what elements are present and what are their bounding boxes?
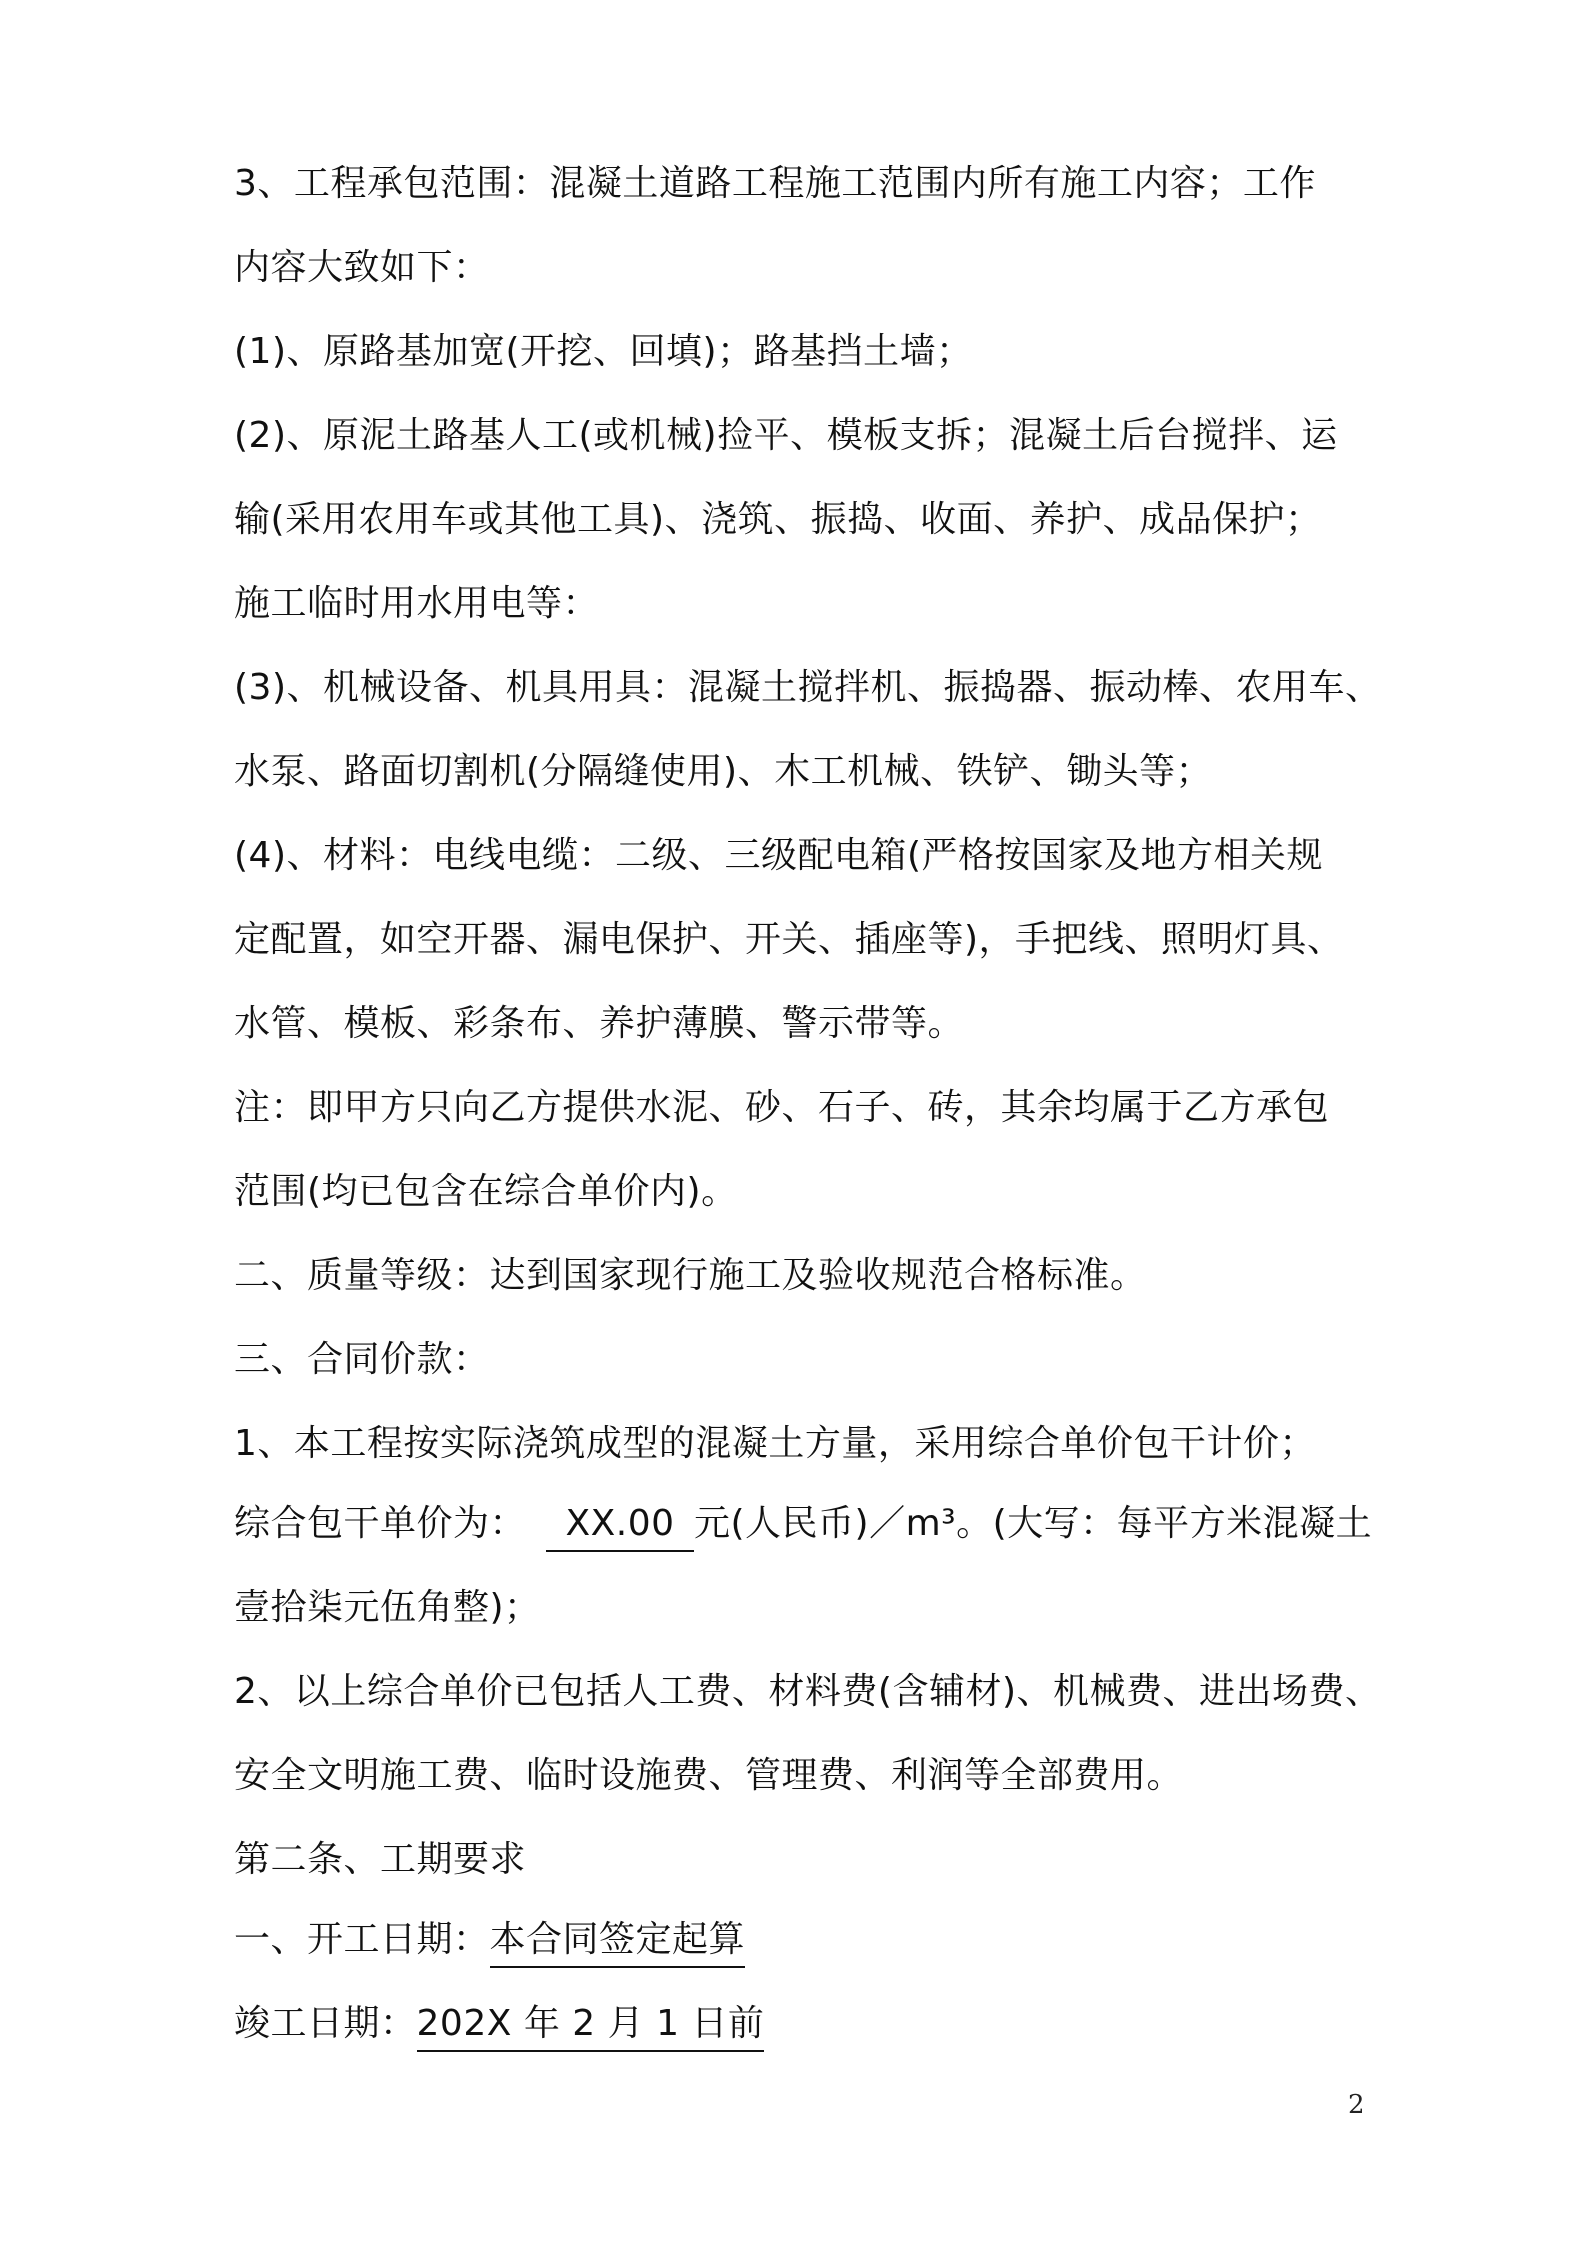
start-date-value: 本合同签定起算 (490, 1918, 746, 1968)
paragraph-line: (1)、原路基加宽(开挖、回填)；路基挡土墙； (234, 331, 973, 372)
start-date-label: 一、开工日期： (234, 1919, 490, 1960)
paragraph-line: (4)、材料：电线电缆：二级、三级配电箱(严格按国家及地方相关规 (234, 835, 1324, 876)
price-rest: 元(人民币)／m³。(大写：每平方米混凝土 (694, 1503, 1373, 1544)
paragraph-line: (2)、原泥土路基人工(或机械)捡平、模板支拆；混凝土后台搅拌、运 (234, 415, 1338, 456)
paragraph-line: 水管、模板、彩条布、养护薄膜、警示带等。 (234, 1003, 965, 1044)
paragraph-line: (3)、机械设备、机具用具：混凝土搅拌机、振捣器、振动棒、农用车、 (234, 667, 1382, 708)
paragraph-line: 壹拾柒元伍角整)； (234, 1587, 541, 1628)
paragraph-line: 二、质量等级：达到国家现行施工及验收规范合格标准。 (234, 1255, 1147, 1296)
price-label: 综合包干单价为： (234, 1503, 527, 1544)
end-date-line (234, 2000, 1374, 2052)
page-number: 2 (1348, 2090, 1365, 2120)
paragraph-line: 范围(均已包含在综合单价内)。 (234, 1171, 738, 1212)
paragraph-line: 定配置，如空开器、漏电保护、开关、插座等)，手把线、照明灯具、 (234, 919, 1344, 960)
paragraph-line: 2、以上综合单价已包括人工费、材料费(含辅材)、机械费、进出场费、 (234, 1671, 1382, 1712)
paragraph-line: 安全文明施工费、临时设施费、管理费、利润等全部费用。 (234, 1755, 1184, 1796)
start-date-line (234, 1916, 1374, 1968)
paragraph-line: 注：即甲方只向乙方提供水泥、砂、石子、砖，其余均属于乙方承包 (234, 1087, 1330, 1128)
end-date-label: 竣工日期： (234, 2003, 417, 2044)
paragraph-line: 三、合同价款： (234, 1339, 490, 1380)
paragraph-line: 水泵、路面切割机(分隔缝使用)、木工机械、铁铲、锄头等； (234, 751, 1213, 792)
end-date-value: 202X 年 2 月 1 日前 (417, 2002, 765, 2052)
paragraph-line: 内容大致如下： (234, 247, 490, 288)
paragraph-line: 施工临时用水用电等： (234, 583, 600, 624)
price-value-blank: XX.00 (546, 1502, 694, 1552)
paragraph-line: 输(采用农用车或其他工具)、浇筑、振捣、收面、养护、成品保护； (234, 499, 1322, 540)
paragraph-line: 3、工程承包范围：混凝土道路工程施工范围内所有施工内容；工作 (234, 163, 1316, 204)
paragraph-line: 1、本工程按实际浇筑成型的混凝土方量，采用综合单价包干计价； (234, 1423, 1316, 1464)
price-line (234, 1500, 1374, 1552)
section-heading: 第二条、工期要求 (234, 1839, 527, 1880)
